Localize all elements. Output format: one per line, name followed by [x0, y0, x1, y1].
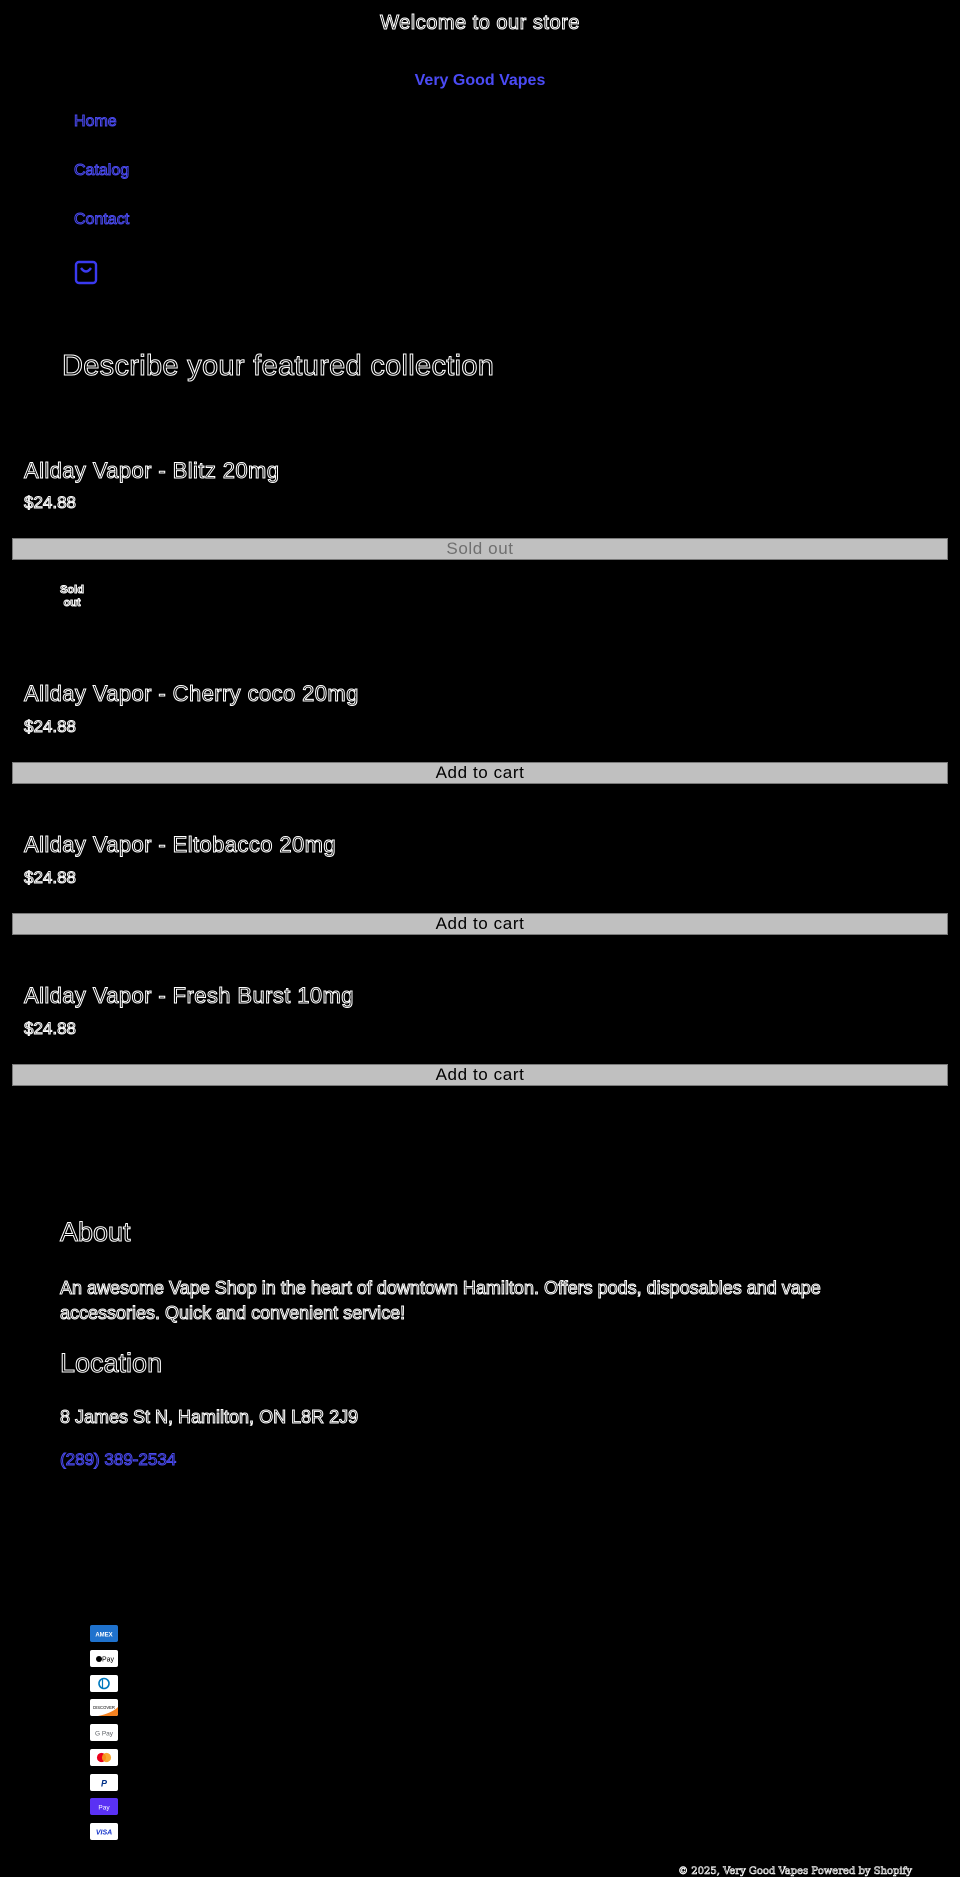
- svg-text:DISCOVER: DISCOVER: [93, 1705, 115, 1710]
- add-to-cart-button[interactable]: Add to cart: [12, 913, 948, 935]
- featured-collection-title: Describe your featured collection: [62, 350, 495, 382]
- mastercard-icon: [90, 1749, 118, 1766]
- product-title[interactable]: Allday Vapor - Blitz 20mg: [24, 458, 280, 483]
- add-to-cart-button[interactable]: Add to cart: [12, 1064, 948, 1086]
- product-title[interactable]: Allday Vapor - Cherry coco 20mg: [24, 681, 359, 706]
- amex-icon: [90, 1625, 118, 1642]
- add-to-cart-button[interactable]: Add to cart: [12, 762, 948, 784]
- apple-pay-icon: [90, 1650, 118, 1667]
- store-address: 8 James St N, Hamilton, ON L8R 2J9: [60, 1407, 359, 1427]
- diners-club-icon: [90, 1675, 118, 1692]
- sold-out-button[interactable]: Sold out: [12, 538, 948, 560]
- discover-icon: [90, 1699, 118, 1716]
- cart-icon[interactable]: [74, 259, 98, 285]
- svg-text:VISA: VISA: [95, 1829, 113, 1837]
- location-heading: Location: [60, 1348, 163, 1378]
- paypal-icon: [90, 1774, 118, 1791]
- svg-text:G Pay: G Pay: [94, 1730, 114, 1738]
- phone-link[interactable]: (289) 389-2534: [60, 1450, 177, 1469]
- product-price: $24.88: [24, 868, 76, 887]
- visa-icon: [90, 1823, 118, 1840]
- google-pay-icon: [90, 1724, 118, 1741]
- nav-catalog[interactable]: Catalog: [74, 162, 130, 179]
- store-logo-link[interactable]: Very Good Vapes: [414, 72, 546, 89]
- product-price: $24.88: [24, 493, 76, 512]
- shop-pay-icon: [90, 1798, 118, 1815]
- product-title[interactable]: Allday Vapor - Fresh Burst 10mg: [24, 983, 354, 1008]
- product-price: $24.88: [24, 1019, 76, 1038]
- about-text: An awesome Vape Shop in the heart of downtown Hamilton. Offers pods, disposables and vape accessories. Quick and convenient service!: [60, 1278, 821, 1323]
- svg-text:Pay: Pay: [98, 1804, 110, 1812]
- nav-contact[interactable]: Contact: [74, 211, 130, 228]
- footer-copyright: © 2025, Very Good Vapes Powered by Shopify: [678, 1866, 912, 1877]
- sold-out-badge: Sold out: [60, 584, 84, 609]
- svg-text:P: P: [100, 1778, 108, 1789]
- svg-text:AMEX: AMEX: [95, 1632, 113, 1639]
- about-heading: About: [60, 1217, 131, 1247]
- nav-home[interactable]: Home: [74, 113, 117, 130]
- product-price: $24.88: [24, 717, 76, 736]
- product-title[interactable]: Allday Vapor - Eltobacco 20mg: [24, 832, 337, 857]
- announcement-bar: Welcome to our store: [380, 12, 580, 34]
- svg-text:Pay: Pay: [101, 1656, 115, 1664]
